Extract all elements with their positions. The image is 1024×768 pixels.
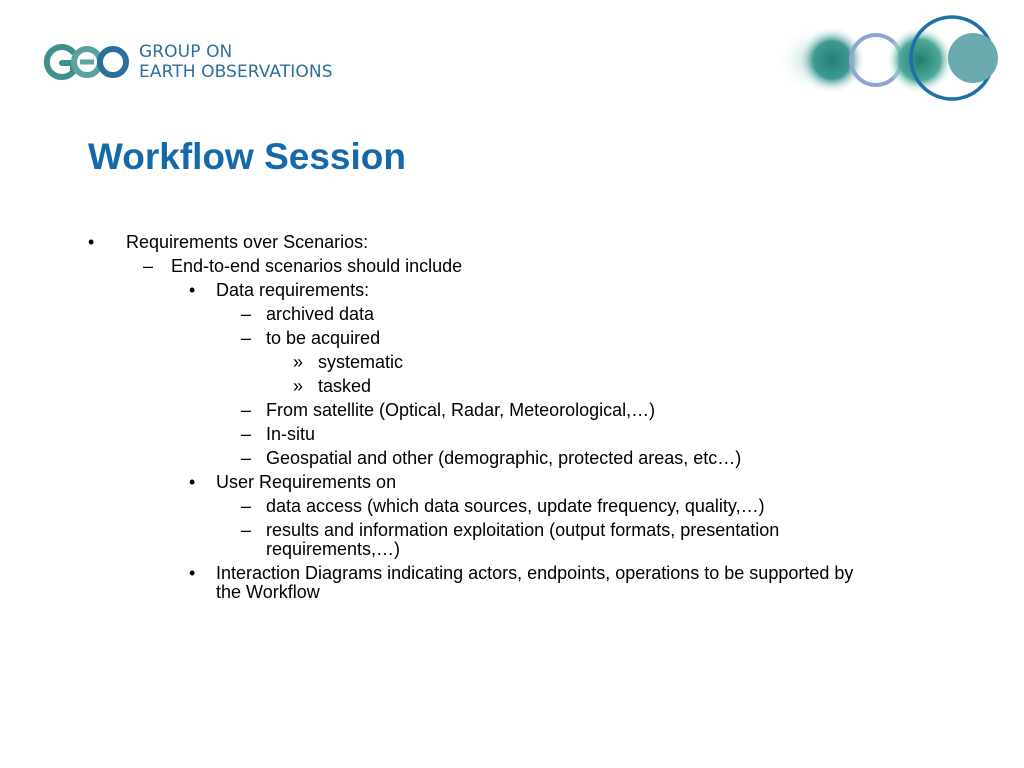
bullet-marker: – (241, 400, 252, 420)
bullet-marker: – (241, 328, 252, 348)
slide-title: Workflow Session (88, 136, 406, 177)
bullet-text: the Workflow (216, 582, 320, 602)
bullet-text: Interaction Diagrams indicating actors, endpoints, operations to be supported by (216, 563, 854, 583)
org-name-line2: EARTH OBSERVATIONS (139, 62, 333, 82)
geo-logo-icon (40, 40, 132, 84)
bullet-marker: – (241, 520, 252, 540)
bullet-marker: • (88, 232, 95, 252)
bullet-text: User Requirements on (216, 472, 397, 492)
org-name (139, 42, 333, 82)
bullet-text: From satellite (Optical, Radar, Meteorological,…) (266, 400, 656, 420)
bullet-marker: • (189, 280, 196, 300)
bullet-text: End-to-end scenarios should include (171, 256, 463, 276)
bullet-marker: – (143, 256, 154, 276)
org-name-line1: GROUP ON (139, 42, 233, 62)
bullet-marker: – (241, 496, 252, 516)
bullet-text: In-situ (266, 424, 316, 444)
geo-logo (40, 40, 340, 84)
bullet-text: to be acquired (266, 328, 381, 348)
bullet-marker: » (293, 376, 304, 396)
bullet-text: Data requirements: (216, 280, 370, 300)
bullet-text: Requirements over Scenarios: (126, 232, 369, 252)
bullet-marker: • (189, 472, 196, 492)
bullet-marker: – (241, 448, 252, 468)
bullet-text: data access (which data sources, update frequency, quality,…) (266, 496, 765, 516)
bullet-text: results and information exploitation (output formats, presentation (266, 520, 780, 540)
bullet-text: archived data (266, 304, 375, 324)
bullet-text: tasked (318, 376, 372, 396)
bullet-marker: – (241, 424, 252, 444)
bullet-marker: – (241, 304, 252, 324)
bullet-text: requirements,…) (266, 539, 401, 559)
decorative-circles-icon (770, 10, 1010, 110)
bullet-marker: • (189, 563, 196, 583)
bullet-text: Geospatial and other (demographic, protected areas, etc…) (266, 448, 742, 468)
bullet-marker: » (293, 352, 304, 372)
bullet-text: systematic (318, 352, 404, 372)
